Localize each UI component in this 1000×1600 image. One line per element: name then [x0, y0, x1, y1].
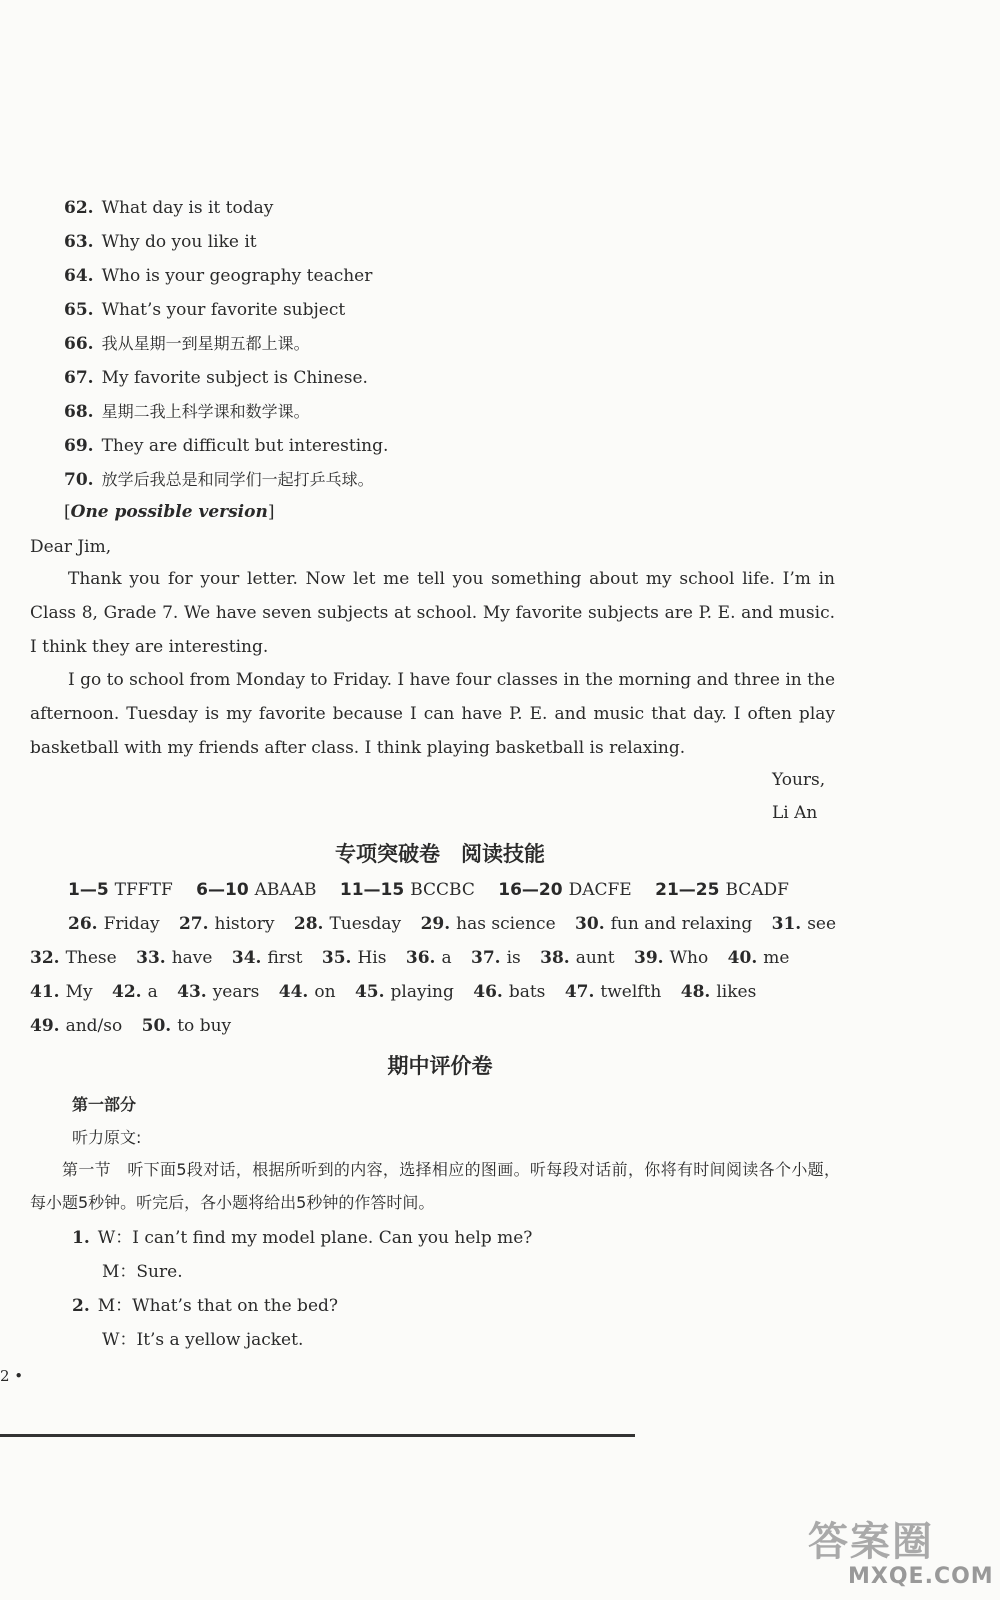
version-label: [One possible version] [64, 502, 275, 522]
answer-item: 32. These [30, 948, 117, 968]
letter-signature: Li An [772, 803, 818, 823]
answers-row-4 [30, 980, 770, 1004]
dialogue-2-line-1: 2. M：What’s that on the bed? [72, 1296, 338, 1316]
answer-item: 48. likes [680, 982, 757, 1002]
letter-paragraph-2: I go to school from Monday to Friday. I have four classes in the morning and three in the afternoon. Tuesday is my favorite because I can have P. E. and music that day. I often play basketball with my friends after class. I think playing basketball is relaxing. [30, 670, 835, 758]
listening-label: 听力原文: [72, 1128, 142, 1147]
answers-row-1 [68, 878, 807, 902]
answer-item: 43. years [177, 982, 260, 1002]
answer-item: 36. a [405, 948, 452, 968]
dialogue-1-line-2: M：Sure. [102, 1262, 183, 1282]
item-69: 69. They are difficult but interesting. [64, 436, 389, 456]
dialogue-2-line-2: W：It’s a yellow jacket. [102, 1330, 304, 1350]
answer-item: 28. Tuesday [293, 914, 402, 934]
answer-item: 30. fun and relaxing [575, 914, 753, 934]
answer-group: 11—15 BCCBC [339, 880, 475, 900]
answers-row-3 [30, 946, 803, 970]
watermark-text-bottom: MXQE.COM [848, 1564, 994, 1589]
item-64: 64. Who is your geography teacher [64, 266, 373, 286]
answer-item: 33. have [136, 948, 213, 968]
answer-item: 38. aunt [540, 948, 615, 968]
answer-item: 35. His [321, 948, 387, 968]
item-63: 63. Why do you like it [64, 232, 257, 252]
letter-salutation: Dear Jim, [30, 537, 112, 557]
item-68: 68. 星期二我上科学课和数学课。 [64, 402, 310, 422]
answer-group: 6—10 ABAAB [196, 880, 317, 900]
answer-item: 29. has science [420, 914, 556, 934]
answer-item: 45. playing [354, 982, 454, 1002]
watermark-logo [808, 1510, 994, 1595]
answer-item: 41. My [30, 982, 93, 1002]
answer-item: 31. see [771, 914, 837, 934]
bottom-rule [0, 1434, 635, 1437]
answer-group: 16—20 DACFE [498, 880, 632, 900]
letter-closing: Yours, [772, 770, 826, 790]
answer-item: 27. history [178, 914, 275, 934]
part-heading: 第一部分 [72, 1095, 137, 1114]
answer-item: 47. twelfth [564, 982, 662, 1002]
answer-item: 37. is [470, 948, 521, 968]
section-title-midterm: 期中评价卷 [387, 1054, 493, 1078]
answer-item: 49. and/so [30, 1016, 123, 1036]
dialogue-1-line-1: 1. W：I can’t find my model plane. Can you help me? [72, 1228, 533, 1248]
item-65: 65. What’s your favorite subject [64, 300, 346, 320]
item-62: 62. What day is it today [64, 198, 274, 218]
item-70: 70. 放学后我总是和同学们一起打乒乓球。 [64, 470, 374, 490]
item-67: 67. My favorite subject is Chinese. [64, 368, 368, 388]
answers-row-2 [68, 912, 850, 936]
answer-item: 46. bats [473, 982, 546, 1002]
answer-item: 42. a [112, 982, 158, 1002]
answer-item: 40. me [727, 948, 790, 968]
answer-item: 39. Who [634, 948, 709, 968]
answers-row-5 [30, 1014, 245, 1038]
answer-item: 34. first [231, 948, 303, 968]
answer-item: 44. on [278, 982, 336, 1002]
letter-paragraph-1: Thank you for your letter. Now let me tell you something about my school life. I’m in Class 8, Grade 7. We have seven subjects at school. My favorite subjects are P. E. and music. I think they are interesting. [30, 569, 835, 657]
answer-group: 21—25 BCADF [655, 880, 789, 900]
listening-instruction: 第一节 听下面5段对话，根据所听到的内容，选择相应的图画。听每段对话前，你将有时间阅读各个小题，每小题5秒钟。听完后，各小题将给出5秒钟的作答时间。 [30, 1160, 840, 1212]
item-66: 66. 我从星期一到星期五都上课。 [64, 334, 310, 354]
section-title-reading-skills: 专项突破卷 阅读技能 [335, 842, 545, 866]
answer-item: 50. to buy [141, 1016, 232, 1036]
watermark-text-top: 答案圈 [808, 1519, 934, 1565]
answer-group: 1—5 TFFTF [68, 880, 173, 900]
page-number: 2 • [0, 1367, 24, 1385]
answer-item: 26. Friday [68, 914, 160, 934]
